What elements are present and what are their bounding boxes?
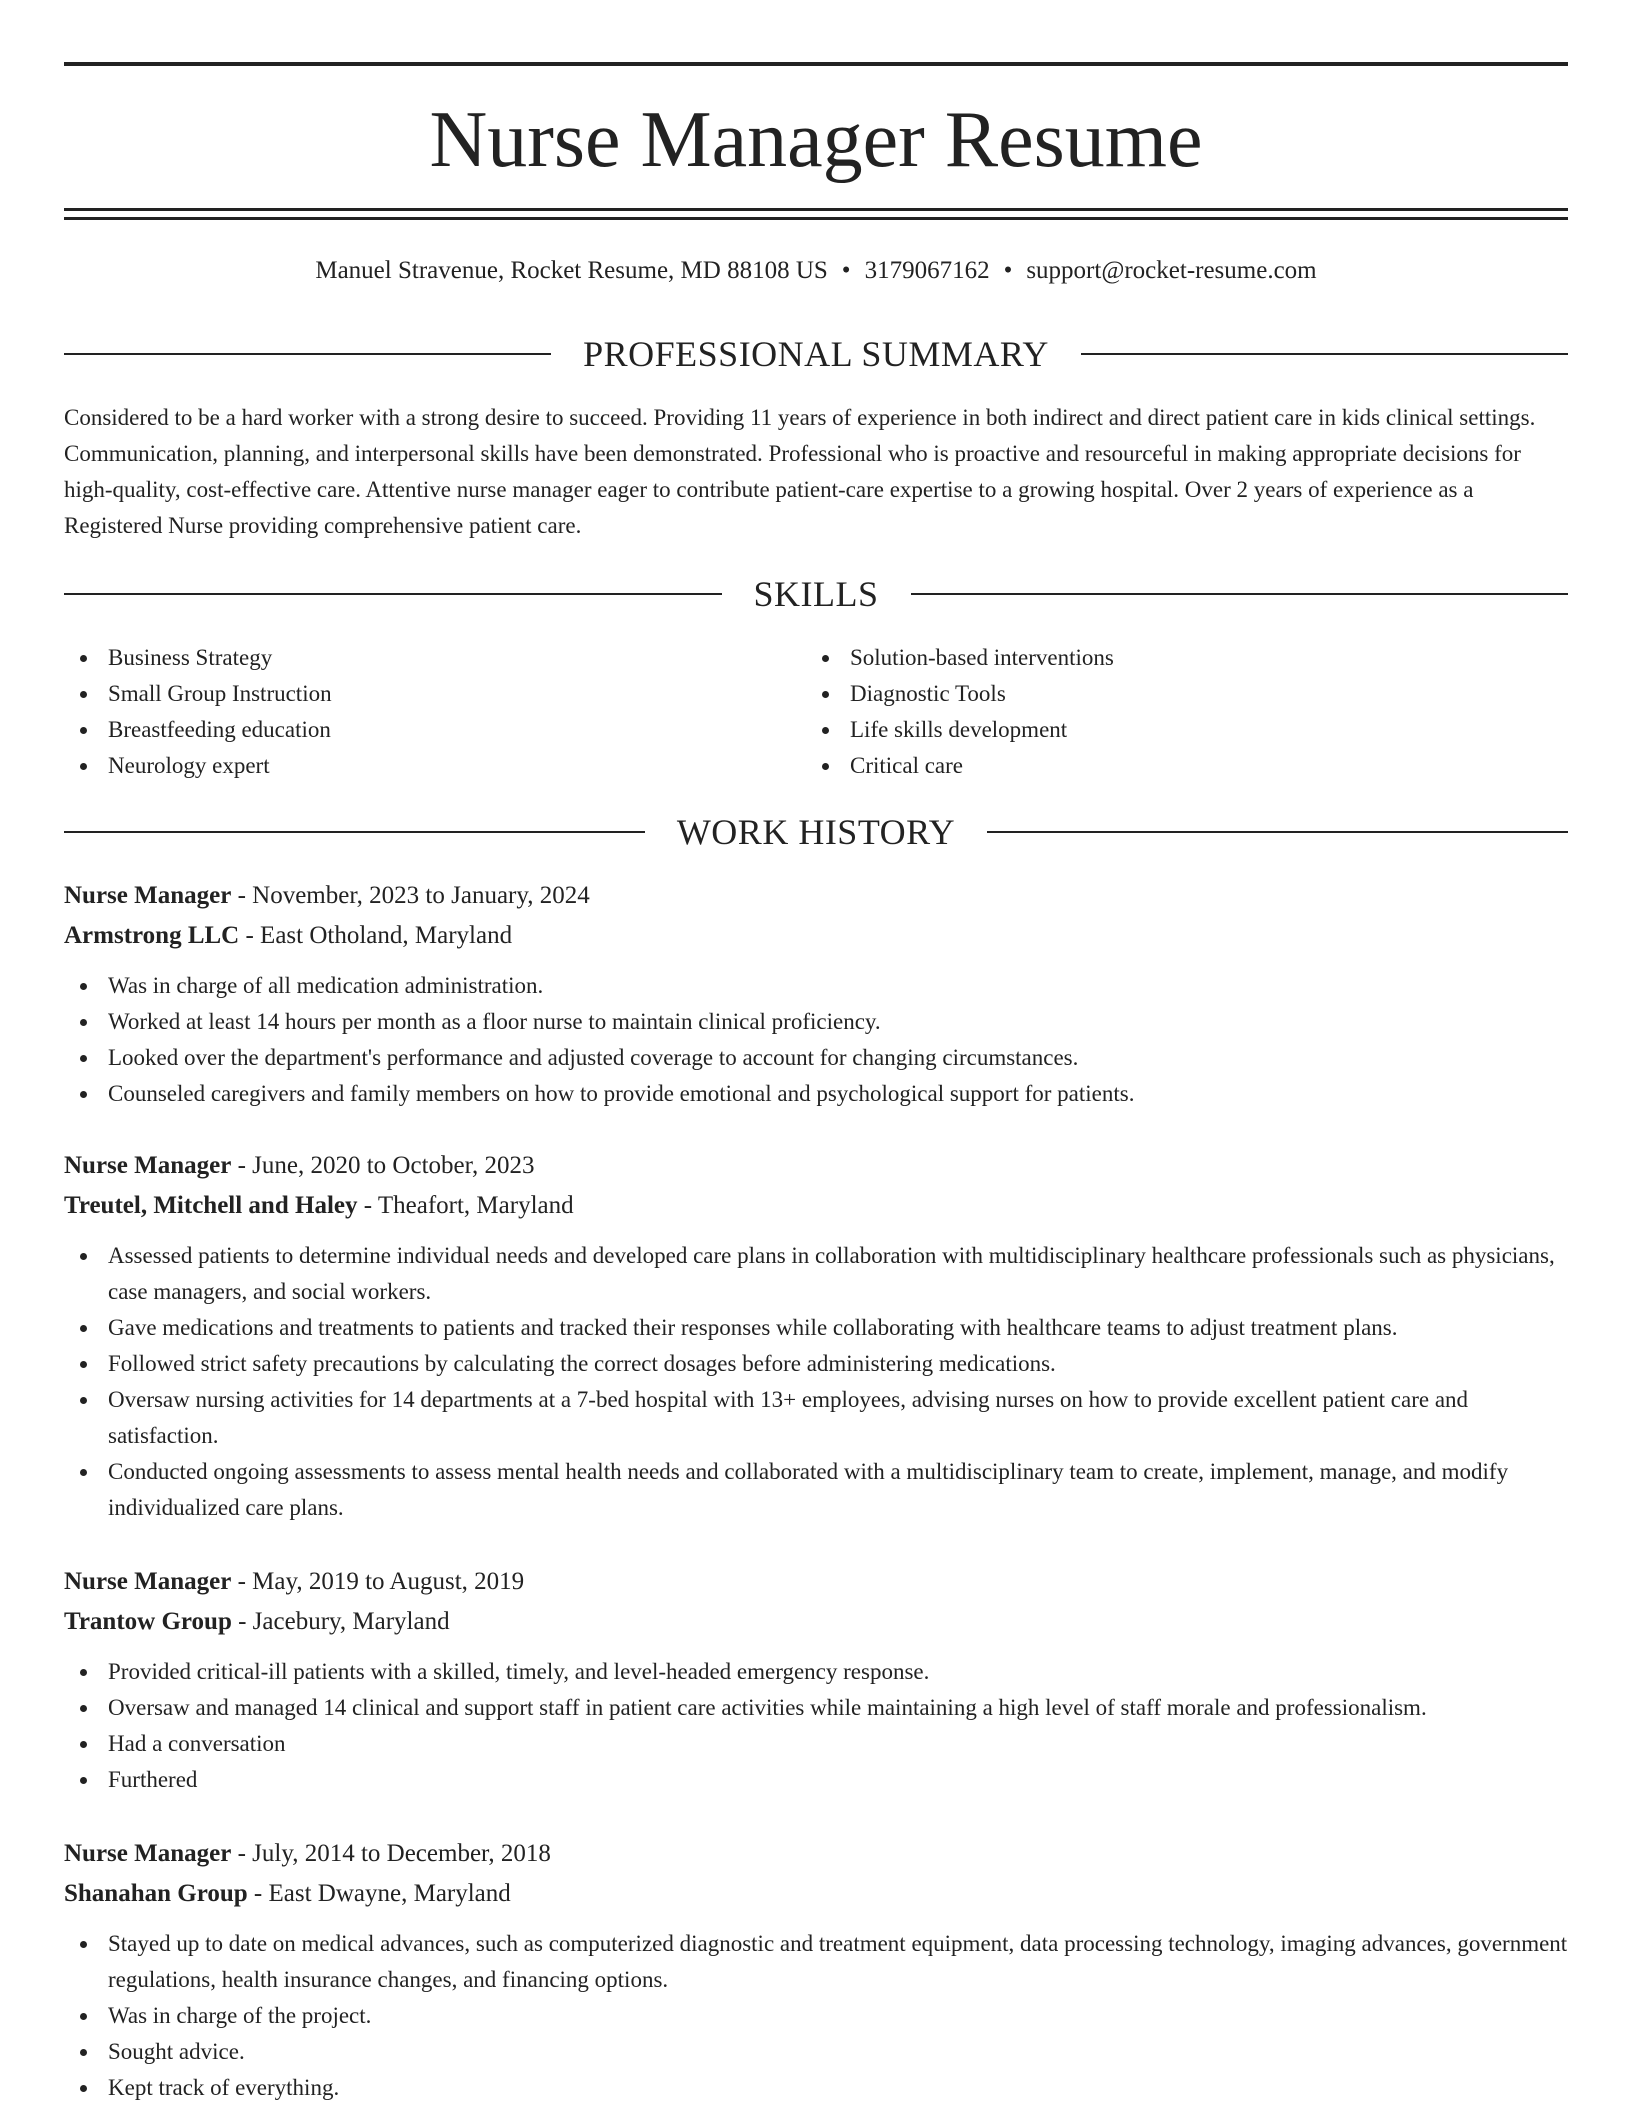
contact-phone: 3179067162: [864, 257, 990, 284]
section-title: SKILLS: [753, 574, 879, 614]
job-location: - Theafort, Maryland: [357, 1192, 574, 1219]
skill-item: Solution-based interventions: [806, 640, 1548, 676]
skills-list: [64, 640, 1568, 784]
job-company: Treutel, Mitchell and Haley: [64, 1192, 358, 1219]
job-bullet: Provided critical-ill patients with a skilled, timely, and level-headed emergency response.: [64, 1654, 1568, 1690]
job-dates: - November, 2023 to January, 2024: [231, 882, 590, 909]
contact-email: support@rocket-resume.com: [1026, 257, 1317, 284]
job-dates: - July, 2014 to December, 2018: [231, 1840, 551, 1867]
job-bullet: Oversaw and managed 14 clinical and support staff in patient care activities while maintaining a high level of staff morale and professionalism.: [64, 1690, 1568, 1726]
job-title: Nurse Manager: [64, 1840, 232, 1867]
job-company: Armstrong LLC: [64, 922, 240, 949]
job-bullet: Looked over the department's performance and adjusted coverage to account for changing circumstances.: [64, 1040, 1568, 1076]
contact-separator: •: [1003, 257, 1013, 284]
job-location: - Jacebury, Maryland: [231, 1608, 450, 1635]
job-bullet: Was in charge of the project.: [64, 1998, 1568, 2034]
job-bullet: Gave medications and treatments to patients and tracked their responses while collaborating with healthcare teams to adjust treatment plans.: [64, 1310, 1568, 1346]
job-bullet: Kept track of everything.: [64, 2070, 1568, 2106]
job-entry: [64, 1834, 1568, 2106]
title-double-rule: [64, 208, 1568, 220]
divider-line: [64, 831, 645, 833]
job-bullet: Had a conversation: [64, 1726, 1568, 1762]
job-company-line: [64, 916, 1568, 956]
skill-item: Diagnostic Tools: [806, 676, 1548, 712]
job-entry: [64, 876, 1568, 1112]
job-bullets: [64, 1654, 1568, 1798]
job-bullet: Sought advice.: [64, 2034, 1568, 2070]
job-dates: - May, 2019 to August, 2019: [231, 1568, 525, 1595]
job-bullet: Stayed up to date on medical advances, such as computerized diagnostic and treatment equipment, data processing technology, imaging advances, government regulations, health insurance changes, and financing options.: [64, 1926, 1568, 1998]
job-role-line: [64, 876, 1568, 916]
divider-line: [64, 593, 722, 595]
divider-line: [1081, 353, 1568, 355]
job-title: Nurse Manager: [64, 882, 232, 909]
divider-line: [64, 353, 551, 355]
job-company-line: [64, 1186, 1568, 1226]
skill-item: Business Strategy: [64, 640, 806, 676]
skill-item: Life skills development: [806, 712, 1548, 748]
job-company-line: [64, 1874, 1568, 1914]
job-bullet: Was in charge of all medication administration.: [64, 968, 1568, 1004]
job-bullet: Assessed patients to determine individual needs and developed care plans in collaboration with multidisciplinary healthcare professionals such as physicians, case managers, and social workers.: [64, 1238, 1568, 1310]
job-dates: - June, 2020 to October, 2023: [231, 1152, 535, 1179]
job-bullet: Counseled caregivers and family members on how to provide emotional and psychological support for patients.: [64, 1076, 1568, 1112]
job-company: Shanahan Group: [64, 1880, 248, 1907]
section-heading-work-history: [64, 810, 1568, 854]
job-location: - East Otholand, Maryland: [239, 922, 513, 949]
skills-column-right: [806, 640, 1548, 784]
skill-item: Neurology expert: [64, 748, 806, 784]
job-title: Nurse Manager: [64, 1152, 232, 1179]
job-bullets: [64, 968, 1568, 1112]
job-entry: [64, 1562, 1568, 1798]
job-title: Nurse Manager: [64, 1568, 232, 1595]
section-title: PROFESSIONAL SUMMARY: [583, 334, 1049, 374]
job-bullet: Conducted ongoing assessments to assess mental health needs and collaborated with a multidisciplinary team to create, implement, manage, and modify individualized care plans.: [64, 1454, 1568, 1526]
skills-column-left: [64, 640, 806, 784]
skill-item: Breastfeeding education: [64, 712, 806, 748]
job-role-line: [64, 1562, 1568, 1602]
summary-text: Considered to be a hard worker with a strong desire to succeed. Providing 11 years of experience in both indirect and direct patient care in kids clinical settings. Communication, planning, and interpersonal skills have been demonstrated. Professional who is proactive and resourceful in making appropriate decisions for high-quality, cost-effective care. Attentive nurse manager eager to contribute patient-care expertise to a growing hospital. Over 2 years of experience as a Registered Nurse providing comprehensive patient care.: [64, 405, 1536, 538]
job-bullet: Oversaw nursing activities for 14 departments at a 7-bed hospital with 13+ employees, advising nurses on how to provide excellent patient care and satisfaction.: [64, 1382, 1568, 1454]
skill-item: Critical care: [806, 748, 1548, 784]
section-heading-summary: [64, 332, 1568, 376]
job-bullets: [64, 1238, 1568, 1526]
job-entry: [64, 1146, 1568, 1526]
divider-line: [911, 593, 1569, 595]
page-title: Nurse Manager Resume: [429, 96, 1203, 184]
top-rule: [64, 62, 1568, 66]
job-bullet: Furthered: [64, 1762, 1568, 1798]
skill-item: Small Group Instruction: [64, 676, 806, 712]
contact-separator: •: [841, 257, 851, 284]
job-company-line: [64, 1602, 1568, 1642]
job-bullet: Worked at least 14 hours per month as a floor nurse to maintain clinical proficiency.: [64, 1004, 1568, 1040]
section-heading-skills: [64, 572, 1568, 616]
divider-line: [987, 831, 1568, 833]
contact-address: Manuel Stravenue, Rocket Resume, MD 88108 US: [315, 257, 828, 284]
job-bullets: [64, 1926, 1568, 2106]
job-bullet: Followed strict safety precautions by calculating the correct dosages before administering medications.: [64, 1346, 1568, 1382]
contact-line: [64, 254, 1568, 288]
job-role-line: [64, 1146, 1568, 1186]
job-role-line: [64, 1834, 1568, 1874]
section-title: WORK HISTORY: [676, 812, 956, 852]
job-company: Trantow Group: [64, 1608, 232, 1635]
job-location: - East Dwayne, Maryland: [247, 1880, 511, 1907]
